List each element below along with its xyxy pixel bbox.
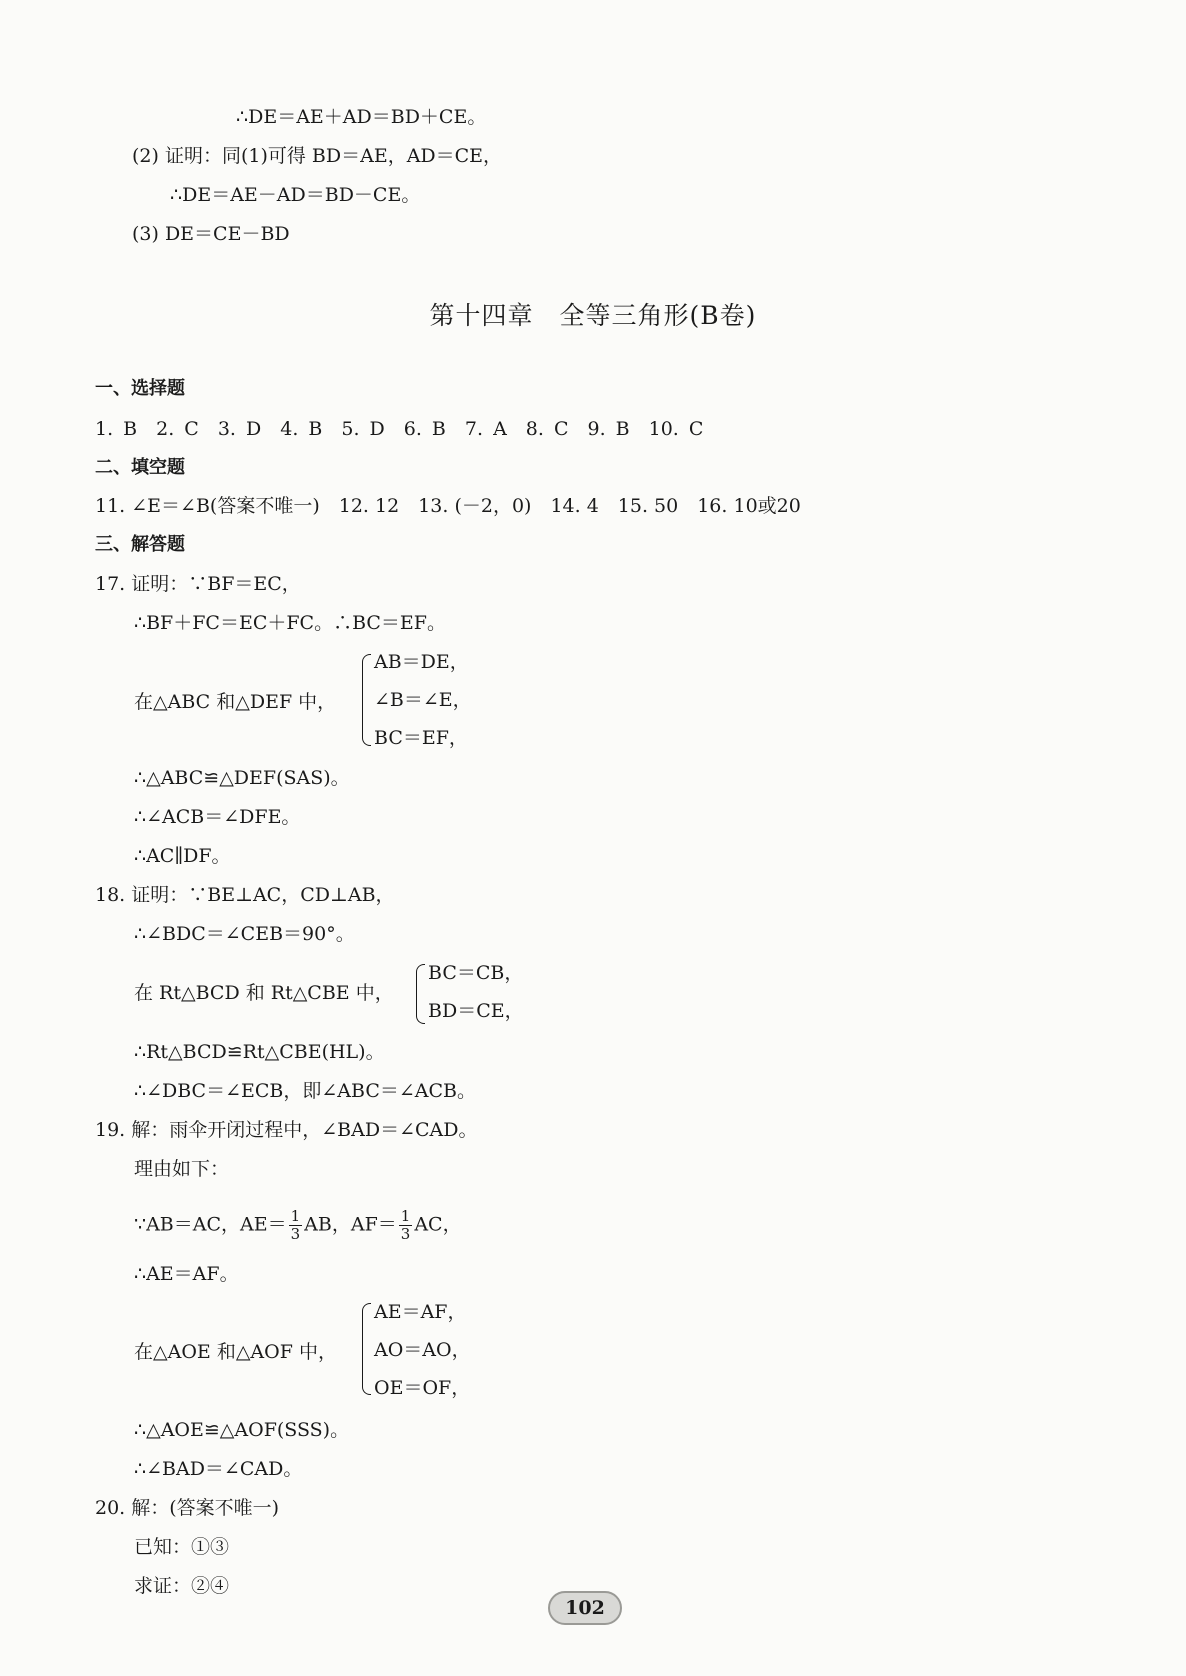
q17-line: ∴△ABC≌△DEF(SAS)。 <box>134 767 350 789</box>
q18-system-prefix: 在 Rt△BCD 和 Rt△CBE 中， <box>134 982 394 1004</box>
q19-line: ∴△AOE≌△AOF(SSS)。 <box>134 1419 350 1441</box>
fill-answers: 11. ∠E＝∠B(答案不唯一) 12. 12 13. (－2，0) 14. 4 15. 50 16. 10或20 <box>95 495 801 517</box>
q18-system-line: BC＝CB， <box>428 962 524 984</box>
q17-line: ∴BF＋FC＝EC＋FC。∴BC＝EF。 <box>134 612 446 634</box>
q17-system-line: ∠B＝∠E， <box>374 689 472 711</box>
q20-line: 求证：②④ <box>134 1575 230 1597</box>
q17-system-line: AB＝DE， <box>374 651 469 673</box>
system-brace <box>362 1303 371 1395</box>
q19-line: 理由如下： <box>134 1158 230 1180</box>
q18-line: ∴Rt△BCD≌Rt△CBE(HL)。 <box>134 1041 385 1063</box>
proof-line: ∴DE＝AE－AD＝BD－CE。 <box>170 184 421 206</box>
q19-system-line: OE＝OF， <box>374 1377 471 1399</box>
q19-system-line: AE＝AF， <box>374 1301 467 1323</box>
chapter-title: 第十四章 全等三角形(B卷) <box>429 301 757 330</box>
page-number: 102 <box>548 1591 622 1625</box>
q20-line: 20. 解：(答案不唯一) <box>95 1497 280 1519</box>
q19-line: ∴AE＝AF。 <box>134 1263 239 1285</box>
proof-line: ∴DE＝AE＋AD＝BD＋CE。 <box>236 106 487 128</box>
fraction-one-third: $\frac{1}{3}$ <box>290 1207 301 1243</box>
q17-line: 17. 证明：∵BF＝EC， <box>95 573 301 595</box>
q17-system-line: BC＝EF， <box>374 727 468 749</box>
section-heading-choice: 一、选择题 <box>95 378 185 399</box>
q20-line: 已知：①③ <box>134 1536 230 1558</box>
q18-line: ∴∠BDC＝∠CEB＝90°。 <box>134 923 355 945</box>
q19-fraction-line: ∵AB＝AC，AE＝ $\frac{1}{3}$ AB，AF＝ $\frac{1}{3}$ AC， <box>134 1207 462 1243</box>
section-heading-fill: 二、填空题 <box>95 457 185 478</box>
q17-line: ∴AC∥DF。 <box>134 845 231 867</box>
fraction-one-third: $\frac{1}{3}$ <box>400 1207 411 1243</box>
q19-system-line: AO＝AO， <box>374 1339 471 1361</box>
system-brace <box>362 654 371 746</box>
section-heading-solve: 三、解答题 <box>95 534 185 555</box>
choice-answers: 1. B 2. C 3. D 4. B 5. D 6. B 7. A 8. C 9. B 10. C <box>95 418 704 440</box>
q18-line: 18. 证明：∵BE⊥AC，CD⊥AB， <box>95 884 395 906</box>
proof-line: (2) 证明：同(1)可得 BD＝AE，AD＝CE， <box>132 145 503 167</box>
q19-line: ∴∠BAD＝∠CAD。 <box>134 1458 303 1480</box>
proof-line: (3) DE＝CE－BD <box>132 223 290 245</box>
q19-system-prefix: 在△AOE 和△AOF 中， <box>134 1341 337 1363</box>
q19-line: 19. 解：雨伞开闭过程中，∠BAD＝∠CAD。 <box>95 1119 478 1141</box>
q17-system-prefix: 在△ABC 和△DEF 中， <box>134 691 337 713</box>
q17-line: ∴∠ACB＝∠DFE。 <box>134 806 301 828</box>
system-brace <box>416 964 425 1024</box>
q18-system-line: BD＝CE， <box>428 1000 524 1022</box>
q18-line: ∴∠DBC＝∠ECB，即∠ABC＝∠ACB。 <box>134 1080 477 1102</box>
